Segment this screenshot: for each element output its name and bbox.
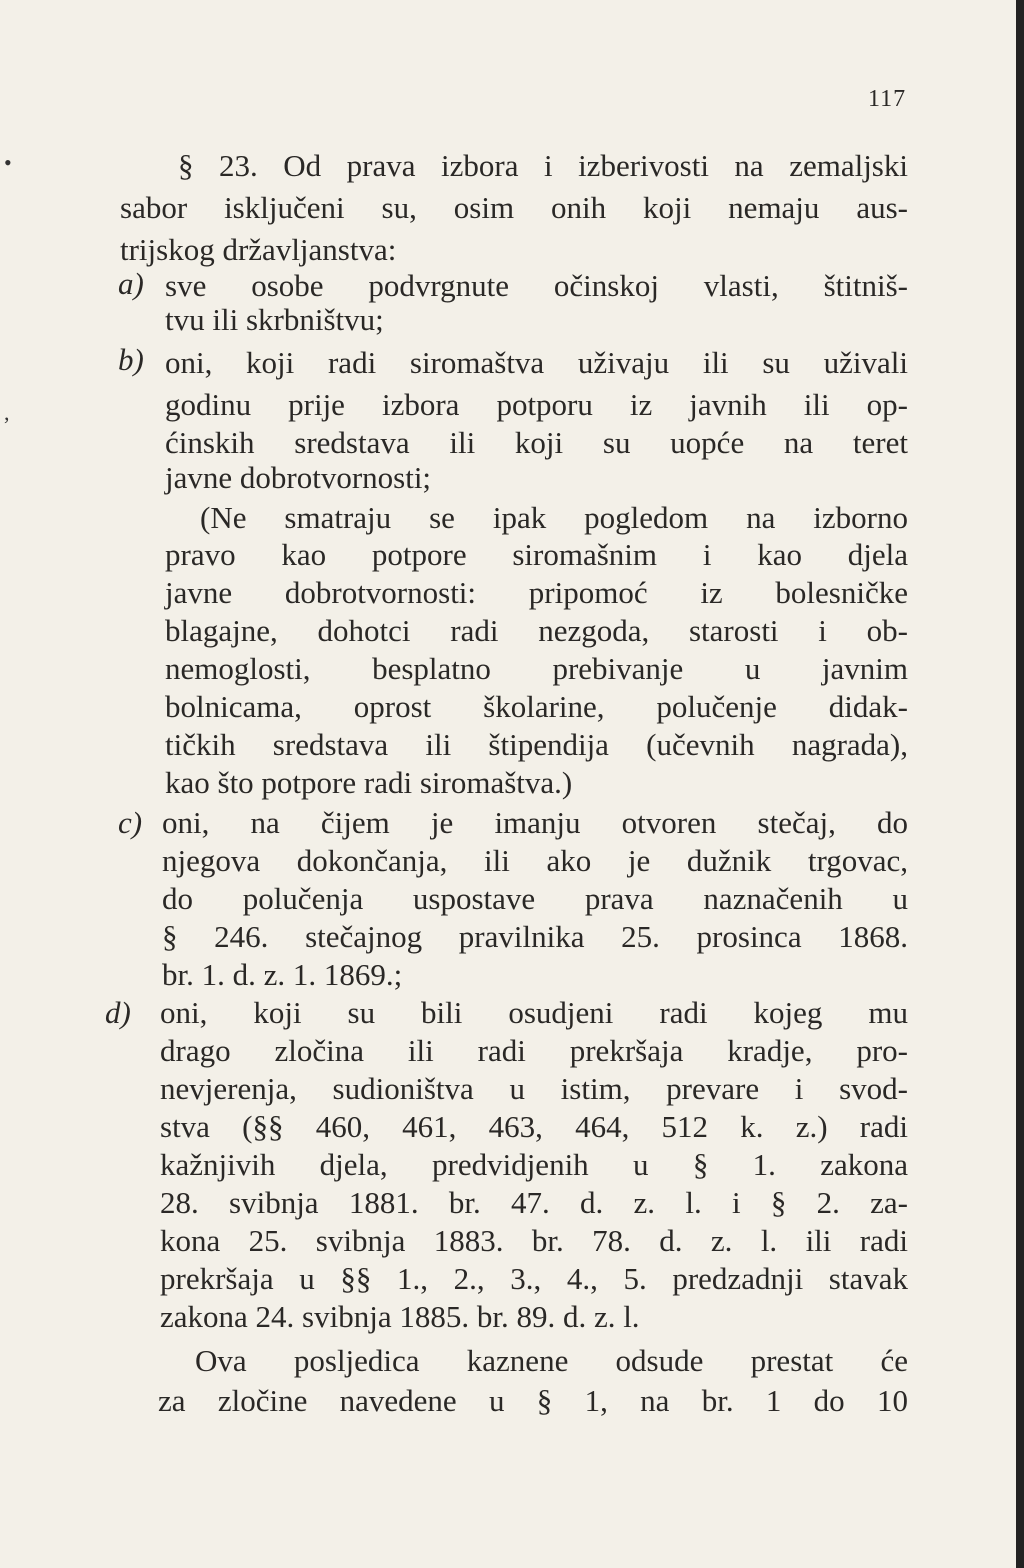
item-marker-d: d) <box>105 995 131 1030</box>
item-marker-c: c) <box>118 805 143 840</box>
note-line: bolnicama, oprost školarine, polučenje didak- <box>165 689 908 724</box>
item-b-line: godinu prije izbora potporu iz javnih ili op- <box>165 387 908 422</box>
item-d-line: 28. svibnja 1881. br. 47. d. z. l. i § 2. za- <box>160 1185 908 1220</box>
note-line: pravo kao potpore siromašnim i kao djela <box>165 537 908 572</box>
margin-mark: , <box>4 400 10 425</box>
item-c-line: do polučenja uspostave prava naznačenih u <box>162 881 908 916</box>
section-line: § 23. Od prava izbora i izberivosti na zemaljski <box>178 148 908 183</box>
section-line: sabor isključeni su, osim onih koji nemaju aus- <box>120 190 908 225</box>
note-line: nemoglosti, besplatno prebivanje u javnim <box>165 651 908 686</box>
item-d-line: prekršaja u §§ 1., 2., 3., 4., 5. predzadnji stavak <box>160 1261 908 1296</box>
closing-line: Ova posljedica kaznene odsude prestat će <box>195 1343 908 1378</box>
item-d-line: drago zločina ili radi prekršaja kradje, pro- <box>160 1033 908 1068</box>
item-d-line: zakona 24. svibnja 1885. br. 89. d. z. l. <box>160 1299 640 1334</box>
item-d-line: stva (§§ 460, 461, 463, 464, 512 k. z.) radi <box>160 1109 908 1144</box>
note-line: javne dobrotvornosti: pripomoć iz bolesničke <box>165 575 908 610</box>
item-a-line: tvu ili skrbništvu; <box>165 302 384 337</box>
note-line: blagajne, dohotci radi nezgoda, starosti i ob- <box>165 613 908 648</box>
item-a-line: sve osobe podvrgnute očinskoj vlasti, štitniš- <box>165 268 908 303</box>
item-marker-b: b) <box>118 342 144 377</box>
item-d-line: kona 25. svibnja 1883. br. 78. d. z. l. ili radi <box>160 1223 908 1258</box>
page-edge-shadow <box>1016 0 1024 1568</box>
margin-mark: • <box>4 150 12 175</box>
item-d-line: kažnjivih djela, predvidjenih u § 1. zakona <box>160 1147 908 1182</box>
item-d-line: oni, koji su bili osudjeni radi kojeg mu <box>160 995 908 1030</box>
item-c-line: br. 1. d. z. 1. 1869.; <box>162 957 403 992</box>
item-c-line: oni, na čijem je imanju otvoren stečaj, do <box>162 805 908 840</box>
page-number: 117 <box>868 86 907 112</box>
item-b-line: javne dobrotvornosti; <box>165 460 432 495</box>
note-line: tičkih sredstava ili štipendija (učevnih nagrada), <box>165 727 908 762</box>
note-line: (Ne smatraju se ipak pogledom na izborno <box>200 500 908 535</box>
closing-line: za zločine navedene u § 1, na br. 1 do 10 <box>158 1383 908 1418</box>
item-b-line: ćinskih sredstava ili koji su uopće na teret <box>165 425 908 460</box>
section-line: trijskog državljanstva: <box>120 232 397 267</box>
item-marker-a: a) <box>118 266 144 301</box>
item-b-line: oni, koji radi siromaštva uživaju ili su uživali <box>165 345 908 380</box>
note-line: kao što potpore radi siromaštva.) <box>165 765 573 800</box>
item-d-line: nevjerenja, sudioništva u istim, prevare i svod- <box>160 1071 908 1106</box>
item-c-line: § 246. stečajnog pravilnika 25. prosinca 1868. <box>162 919 908 954</box>
item-c-line: njegova dokončanja, ili ako je dužnik trgovac, <box>162 843 908 878</box>
